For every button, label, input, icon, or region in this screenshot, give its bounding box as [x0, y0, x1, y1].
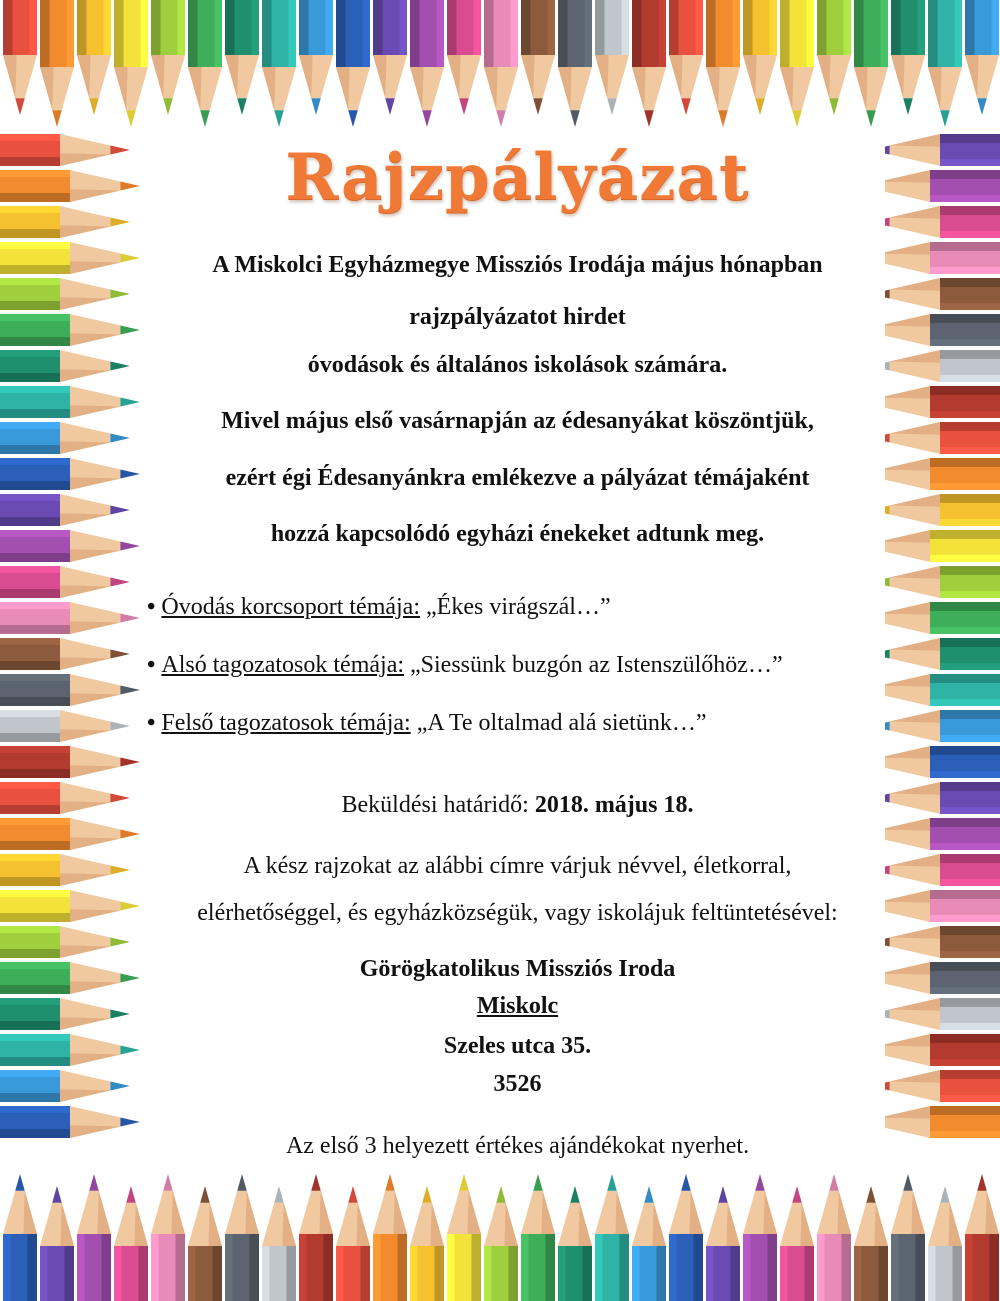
- pencil: [0, 818, 140, 850]
- pencil: [558, 0, 592, 127]
- pencil: [0, 674, 140, 706]
- pencil: [151, 1174, 185, 1301]
- pencil: [870, 710, 1000, 742]
- pencil: [870, 134, 1000, 166]
- pencil: [706, 1186, 740, 1301]
- pencil: [0, 458, 140, 490]
- pencil: [870, 494, 1000, 526]
- pencil: [669, 1174, 703, 1301]
- page-title: Rajzpályázat: [285, 140, 750, 215]
- pencil: [0, 134, 130, 166]
- pencil: [0, 206, 130, 238]
- pencil: [870, 278, 1000, 310]
- pencil: [558, 1186, 592, 1301]
- theme-label: Alsó tagozatosok témája:: [161, 652, 405, 678]
- pencil: [0, 998, 130, 1030]
- pencil: [870, 638, 1000, 670]
- pencil: [965, 1174, 999, 1301]
- pencil: [40, 0, 74, 127]
- theme-item: [147, 652, 783, 679]
- pencil: [0, 170, 140, 202]
- pencil: [0, 962, 140, 994]
- address-name: Görögkatolikus Missziós Iroda: [359, 956, 676, 982]
- pencil: [77, 1174, 111, 1301]
- pencil: [151, 0, 185, 115]
- intro-line: ezért égi Édesanyánkra emlékezve a pályázat témájaként: [225, 465, 810, 491]
- theme-text: „Siessünk buzgón az Istenszülőhöz…”: [410, 652, 783, 678]
- pencil: [928, 1186, 962, 1301]
- instruction-line: A kész rajzokat az alábbi címre várjuk névvel, életkorral,: [243, 853, 792, 879]
- pencil: [336, 1186, 370, 1301]
- pencil: [114, 1186, 148, 1301]
- pencil: [336, 0, 370, 127]
- pencil: [3, 0, 37, 115]
- pencil: [225, 1174, 259, 1301]
- pencil: [870, 998, 1000, 1030]
- intro-line: Mivel május első vasárnapján az édesanyákat köszöntjük,: [221, 408, 814, 434]
- prize-text: Az első 3 helyezett értékes ajándékokat nyerhet.: [285, 1133, 750, 1159]
- theme-text: „A Te oltalmad alá sietünk…”: [416, 710, 707, 736]
- theme-label: Óvodás korcsoport témája:: [161, 594, 421, 620]
- pencil: [447, 0, 481, 115]
- pencil: [447, 1174, 481, 1301]
- pencil: [669, 0, 703, 115]
- pencil: [0, 350, 130, 382]
- pencil: [0, 314, 140, 346]
- pencil: [780, 1186, 814, 1301]
- pencil: [3, 1174, 37, 1301]
- pencil: [870, 350, 1000, 382]
- pencil: [484, 0, 518, 127]
- pencil: [299, 0, 333, 115]
- address-street: Szeles utca 35.: [443, 1033, 592, 1059]
- pencil: [0, 386, 140, 418]
- pencil: [595, 1174, 629, 1301]
- pencil: [870, 422, 1000, 454]
- pencil: [299, 1174, 333, 1301]
- pencil: [373, 0, 407, 115]
- pencil: [410, 1186, 444, 1301]
- intro-line: rajzpályázatot hirdet: [409, 304, 626, 330]
- pencil: [188, 1186, 222, 1301]
- pencil: [188, 0, 222, 127]
- pencil: [965, 0, 999, 115]
- pencil: [77, 0, 111, 115]
- pencil: [870, 782, 1000, 814]
- deadline-date: 2018. május 18.: [534, 792, 694, 818]
- pencil: [0, 1106, 140, 1138]
- pencil: [706, 0, 740, 127]
- pencil: [743, 1174, 777, 1301]
- pencil: [595, 0, 629, 115]
- pencil: [0, 1034, 140, 1066]
- pencil: [0, 926, 130, 958]
- pencil: [0, 422, 130, 454]
- pencil: [0, 746, 140, 778]
- pencil: [225, 0, 259, 115]
- pencil: [114, 0, 148, 127]
- address-zip: 3526: [493, 1071, 542, 1097]
- pencil: [0, 782, 130, 814]
- pencil: [0, 494, 130, 526]
- pencil: [854, 1186, 888, 1301]
- pencil: [870, 926, 1000, 958]
- theme-label: Felső tagozatosok témája:: [161, 710, 411, 736]
- pencil: [891, 0, 925, 115]
- theme-item: [147, 710, 706, 737]
- deadline: [150, 792, 885, 819]
- pencil: [373, 1174, 407, 1301]
- pencil: [0, 242, 140, 274]
- pencil: [780, 0, 814, 127]
- bullet-icon: •: [147, 710, 156, 736]
- pencil: [0, 890, 140, 922]
- pencil: [0, 710, 130, 742]
- pencil: [870, 854, 1000, 886]
- pencil: [817, 0, 851, 115]
- pencil: [870, 1070, 1000, 1102]
- bullet-icon: •: [147, 652, 156, 678]
- pencil: [928, 0, 962, 127]
- instruction-line: elérhetőséggel, és egyházközségük, vagy iskolájuk feltüntetésével:: [197, 900, 838, 926]
- pencil: [743, 0, 777, 115]
- pencil: [0, 854, 130, 886]
- pencil: [0, 638, 130, 670]
- pencil: [521, 1174, 555, 1301]
- address-city-text: Miskolc: [476, 993, 559, 1019]
- pencil: [0, 530, 140, 562]
- pencil: [817, 1174, 851, 1301]
- pencil: [521, 0, 555, 115]
- intro-line: A Miskolci Egyházmegye Missziós Irodája május hónapban: [212, 252, 823, 278]
- pencil: [484, 1186, 518, 1301]
- pencil: [870, 566, 1000, 598]
- bullet-icon: •: [147, 594, 156, 620]
- theme-text: „Ékes virágszál…”: [426, 594, 611, 620]
- pencil: [40, 1186, 74, 1301]
- pencil: [854, 0, 888, 127]
- pencil: [262, 1186, 296, 1301]
- pencil: [410, 0, 444, 127]
- theme-item: [147, 594, 611, 621]
- pencil: [0, 566, 130, 598]
- pencil: [0, 1070, 130, 1102]
- pencil: [632, 1186, 666, 1301]
- pencil: [0, 278, 130, 310]
- intro-line: hozzá kapcsolódó egyházi énekeket adtunk meg.: [270, 521, 765, 547]
- address-city: [150, 993, 885, 1020]
- deadline-label: Beküldési határidő:: [341, 792, 529, 818]
- pencil: [632, 0, 666, 127]
- pencil: [262, 0, 296, 127]
- pencil: [870, 206, 1000, 238]
- intro-line: óvodások és általános iskolások számára.: [307, 352, 728, 378]
- pencil: [891, 1174, 925, 1301]
- pencil: [0, 602, 140, 634]
